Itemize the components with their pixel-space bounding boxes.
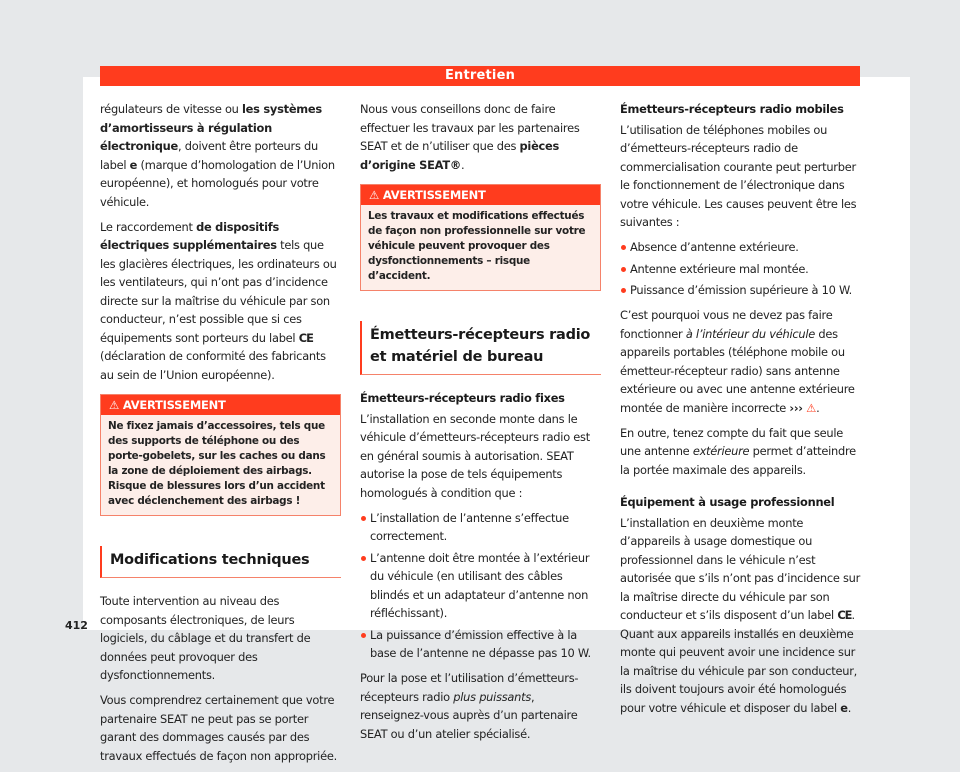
warning-title: AVERTISSEMENT (382, 188, 486, 202)
warning-text: Ne fixez jamais d’accessoires, tels que des supports de téléphone ou des porte-gobelets, sur les caches ou dans la zone de déploiement des airbags. Risque de blessures lors d’un accident avec déclenchement des airbags ! (108, 420, 326, 507)
list-item: L’antenne doit être montée à l’extérieur du véhicule (en utilisant des câbles blindés et un adaptateur d’antenne non réfléchissant). (360, 549, 601, 623)
paragraph (360, 669, 601, 743)
subsection-heading: Émetteurs-récepteurs radio fixes (360, 391, 565, 405)
text-span: L’installation en deuxième monte d’appareils à usage domestique ou professionnel dans le véhicule n’est autorisée que s’ils n’ont pas d’incidence sur la maîtrise directe du véhicule par son conducteur et s’ils disposent d’un label (620, 515, 861, 622)
warning-box (100, 394, 341, 516)
text-span: extérieure (692, 444, 750, 458)
list-item: L’installation de l’antenne s’effectue correctement. (360, 509, 601, 546)
paragraph (620, 514, 861, 718)
paragraph (620, 424, 861, 480)
text-span: des appareils portables (téléphone mobile ou émetteur-récepteur radio) sans antenne extérieure ou avec une antenne extérieure montée de manière incorrecte (620, 326, 855, 415)
text-span: . (461, 157, 465, 172)
paragraph (100, 100, 341, 211)
text-span: En outre, tenez compte du fait que seule une antenne (620, 425, 844, 458)
text-span: e (840, 700, 848, 715)
text-span: (marque d’homologation de l’Union européenne), et homologués pour votre véhicule. (100, 157, 335, 209)
ce-mark: CE (298, 330, 313, 345)
text-span: Nous vous conseillons donc de faire effectuer les travaux par les partenaires SEAT et de n’utiliser que des (360, 102, 580, 153)
text-span: Toute intervention au niveau des composants électroniques, de leurs logiciels, du câblage et du transfert de données peut provoquer des dysfonctionnements. (100, 594, 311, 682)
text-span: e (129, 157, 138, 172)
text-span: ››› (789, 400, 803, 415)
text-span: régulateurs de vitesse ou (100, 102, 243, 116)
text-span: de dispositifs électriques supplémentaires (100, 219, 280, 252)
page-number: 412 (65, 619, 88, 632)
text-span: Le raccordement (100, 219, 197, 234)
paragraph (620, 306, 861, 417)
text-span: les systèmes d’amortisseurs à régulation électronique (100, 102, 322, 153)
section-heading: Modifications techniques (100, 546, 341, 578)
paragraph (360, 410, 601, 503)
text-span: à l’intérieur du véhicule (685, 326, 816, 341)
column-left (100, 100, 341, 772)
paragraph (100, 218, 341, 385)
warning-text: Les travaux et modifications effectués de façon non professionnelle sur votre véhicule peuvent provoquer des dysfonctionnements – risque d’accident. (368, 210, 586, 282)
text-span: . Quant aux appareils installés en deuxième monte qui peuvent avoir une incidence sur la maîtrise du véhicule par son conducteur, ils doivent toujours avoir été homologués pour votre véhicule et disposer du label (620, 608, 858, 715)
warning-icon: ⚠ (806, 400, 817, 415)
column-middle (360, 100, 601, 750)
text-span: L’installation en seconde monte dans le véhicule d’émetteurs-récepteurs radio est en général soumis à autorisation. SEAT autorise la pose de tels équipements homologués à condition que : (360, 411, 590, 500)
text-span: pièces d’origine SEAT® (360, 139, 560, 172)
section-header: Entretien (100, 66, 860, 86)
warning-header (361, 185, 600, 205)
subsection-heading: Équipement à usage professionnel (620, 495, 835, 509)
bullet-list (620, 238, 861, 300)
paragraph (620, 121, 861, 232)
warning-title: AVERTISSEMENT (122, 398, 226, 412)
warning-header (101, 395, 340, 415)
warning-triangle-icon: ⚠ (109, 398, 123, 412)
text-span: L’utilisation de téléphones mobiles ou d’émetteurs-récepteurs radio de commercialisation courante peut perturber le fonctionnement de l’électronique dans votre véhicule. Les causes peuvent être les suivantes : (620, 122, 857, 229)
text-span: C’est pourquoi vous ne devez pas faire fonctionner (620, 308, 833, 341)
text-span: . (816, 400, 820, 415)
list-item: La puissance d’émission effective à la base de l’antenne ne dépasse pas 10 W. (360, 626, 601, 663)
text-span: , doivent être porteurs du label (100, 139, 318, 172)
warning-box (360, 184, 601, 291)
text-span: Vous comprendrez certainement que votre partenaire SEAT ne peut pas se porter garant des dommages causés par des travaux effectués de façon non appropriée. (100, 693, 337, 763)
text-span: permet d’atteindre la portée maximale des appareils. (620, 444, 856, 477)
paragraph (360, 100, 601, 174)
list-item: Puissance d’émission supérieure à 10 W. (620, 281, 861, 300)
subsection-heading: Émetteurs-récepteurs radio mobiles (620, 102, 844, 116)
text-span: plus puissants (453, 689, 532, 704)
text-span: . (847, 700, 852, 715)
warning-triangle-icon: ⚠ (369, 188, 383, 202)
list-item: Antenne extérieure mal montée. (620, 260, 861, 279)
list-item: Absence d’antenne extérieure. (620, 238, 861, 257)
ce-mark: CE (837, 608, 852, 622)
text-span: tels que les glacières électriques, les ordinateurs ou les ventilateurs, qui n’ont pas d’incidence directe sur la maîtrise du véhicule par son conducteur, n’est possible que si ces équipements sont porteurs du label (100, 238, 337, 345)
text-span: (déclaration de conformité des fabricants au sein de l’Union européenne). (100, 349, 326, 382)
paragraph (100, 691, 341, 765)
text-span: Pour la pose et l’utilisation d’émetteurs-récepteurs radio (360, 671, 579, 704)
column-right (620, 100, 861, 724)
section-heading: Émetteurs-récepteurs radio et matériel de bureau (360, 321, 601, 375)
paragraph (100, 592, 341, 685)
text-span: , renseignez-vous auprès d’un partenaire SEAT ou d’un atelier spécialisé. (360, 689, 578, 741)
bullet-list (360, 509, 601, 663)
